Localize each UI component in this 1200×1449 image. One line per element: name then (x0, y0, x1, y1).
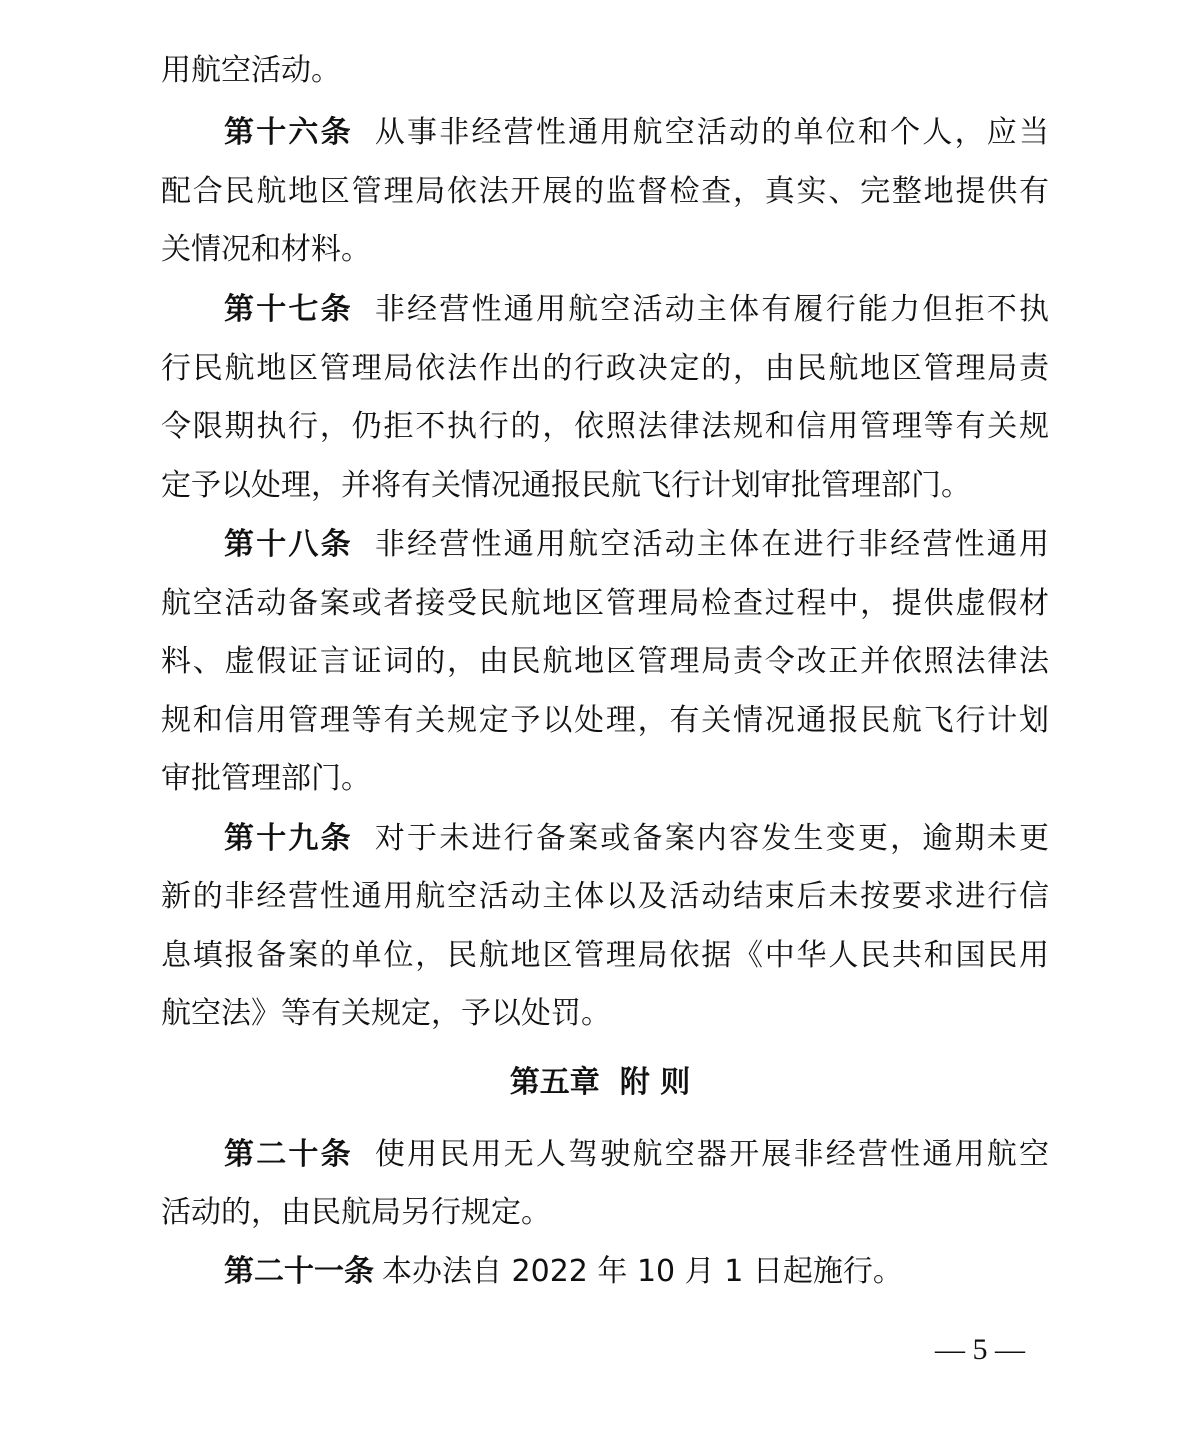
article-20-heading: 第二十条 (224, 1137, 353, 1172)
chapter-title: 附 则 (619, 1065, 691, 1100)
article-19-line: 息填报备案的单位，民航地区管理局依据《中华人民共和国民用 (161, 938, 1049, 973)
article-18-line: 规和信用管理等有关规定予以处理，有关情况通报民航飞行计划 (161, 703, 1049, 738)
article-19-first-text: 对于未进行备案或备案内容发生变更，逾期未更 (374, 821, 1050, 856)
article-21-text: 本办法自 2022 年 10 月 1 日起施行。 (382, 1254, 903, 1289)
page-number: — 5 — (935, 1333, 1025, 1366)
continuation-line: 用航空活动。 (161, 53, 341, 88)
article-16-first-text: 从事非经营性通用航空活动的单位和个人，应当 (374, 115, 1050, 150)
article-16-heading: 第十六条 (224, 115, 353, 150)
article-18-first-line (224, 525, 1049, 565)
article-19-line: 航空法》等有关规定，予以处罚。 (161, 996, 611, 1031)
article-18-line: 料、虚假证言证词的，由民航地区管理局责令改正并依照法律法 (161, 644, 1049, 679)
article-21-heading: 第二十一条 (224, 1254, 374, 1289)
article-18-first-text: 非经营性通用航空活动主体在进行非经营性通用 (374, 527, 1050, 562)
article-19-heading: 第十九条 (224, 821, 353, 856)
article-16-first-line (224, 113, 1049, 153)
chapter-number: 第五章 (509, 1065, 600, 1100)
article-17-first-text: 非经营性通用航空活动主体有履行能力但拒不执 (374, 292, 1050, 327)
article-16-line: 配合民航地区管理局依法开展的监督检查，真实、完整地提供有 (161, 174, 1049, 209)
article-18-heading: 第十八条 (224, 527, 353, 562)
article-17-line: 令限期执行，仍拒不执行的，依照法律法规和信用管理等有关规 (161, 409, 1049, 444)
article-17-line: 定予以处理，并将有关情况通报民航飞行计划审批管理部门。 (161, 468, 971, 503)
article-16-line: 关情况和材料。 (161, 232, 371, 267)
article-20-first-line (224, 1135, 1049, 1175)
article-20-first-text: 使用民用无人驾驶航空器开展非经营性通用航空 (374, 1137, 1050, 1172)
article-18-line: 航空活动备案或者接受民航地区管理局检查过程中，提供虚假材 (161, 586, 1049, 621)
article-19-first-line (224, 819, 1049, 859)
article-17-first-line (224, 290, 1049, 330)
article-21-line (224, 1252, 1049, 1292)
article-20-line: 活动的，由民航局另行规定。 (161, 1195, 551, 1230)
chapter-heading (0, 1063, 1200, 1103)
article-17-heading: 第十七条 (224, 292, 353, 327)
article-19-line: 新的非经营性通用航空活动主体以及活动结束后未按要求进行信 (161, 879, 1049, 914)
article-18-line: 审批管理部门。 (161, 761, 371, 796)
article-17-line: 行民航地区管理局依法作出的行政决定的，由民航地区管理局责 (161, 351, 1049, 386)
